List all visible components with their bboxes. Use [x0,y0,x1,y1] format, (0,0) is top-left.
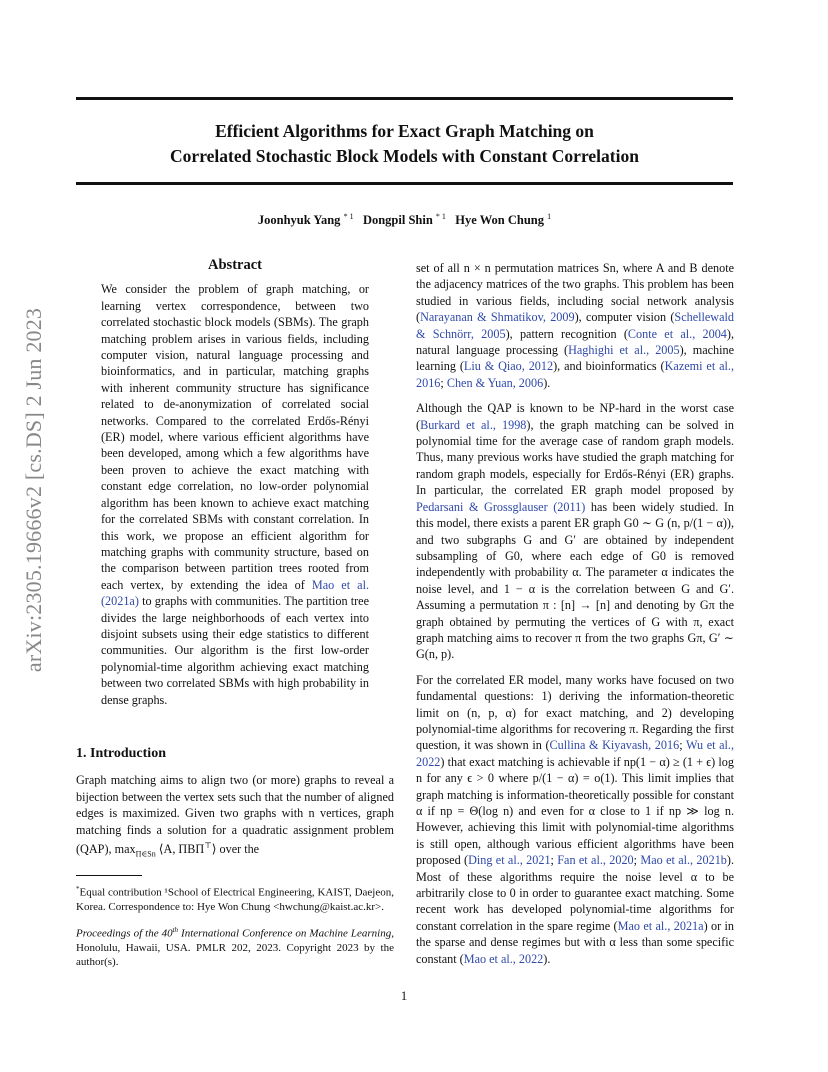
body-paragraph-3 [416,672,734,967]
body-text: ), the graph matching can be solved in polynomial time for the average case of random graph models. Thus, many previous works have studied the graph matching for random graph models, especially for Erdős-Rényi (ER) graphs. In particular, the correlated ER graph model proposed by [416,417,735,498]
body-text: ; [633,853,641,868]
citation-link[interactable]: Cullina & Kiyavash, 2016 [549,738,680,753]
section-heading: 1. Introduction [76,745,166,761]
citation-link[interactable]: Conte et al., 2004 [627,326,727,341]
body-text: ; [440,375,447,390]
body-text: ), computer vision ( [574,310,675,325]
body-text: ), and bioinformatics ( [553,359,665,374]
footnote-text: Equal contribution ¹School of Electrical Engineering, KAIST, Daejeon, Korea. Correspondence to: Hye Won Chung <hwchung@kaist.ac.kr>. [76,886,394,914]
proceedings-italic: Proceedings of the 40 [76,927,173,940]
top-rule [76,97,733,100]
body-text: Although the QAP is known to be NP-hard in the worst case ( [416,401,734,432]
abstract-text: We consider the problem of graph matching, or learning vertex correspondence, between two correlated stochastic block models (SBMs). The graph matching problem arises in various fields, including computer vision, natural language processing and bioinformatics, and in particular, matching graphs with inherent community structure has significance related to de-anonymization of correlated social networks. Compared to the correlated Erdős-Rényi (ER) model, where various efficient algorithms have been developed, among which a few algorithms have been proven to achieve the exact matching with constant edge correlation, no low-order polynomial algorithm has been known to achieve exact matching for the correlated SBMs with constant correlation. In this work, we propose an efficient algorithm for matching graphs with community structure, based on the comparison between partition trees rooted from each vertex, by extending the idea of [101,282,369,592]
body-text: ), pattern recognition ( [505,326,628,341]
author-list [76,212,733,228]
body-text: set of all n × n permutation matrices Sn, where A and B denote the adjacency matrices of the two graphs. This problem has been studied in various fields, including social network analysis ( [416,261,734,325]
citation-link[interactable]: Chen & Yuan, 2006 [446,375,544,390]
body-text: ). Most of these algorithms require the noise level α to be arbitrarily close to 0 in order to guarantee exact matching. Some recent work has developed polynomial-time algorithms for constant correlation in the spare regime ( [416,853,735,933]
footnote [76,882,394,915]
citation-link[interactable]: Kazemi et al., 2016 [416,359,734,390]
author-name: Hye Won Chung [455,213,544,228]
body-text: For the correlated ER model, many works have focused on two fundamental questions: 1) deriving the information-theoretic limit on (n, p, α) for exact matching, and 2) developing polynomial-time algorithms for recovering π. Regarding the first question, it was shown in ( [416,672,734,753]
citation-link[interactable]: Schellewald & Schnörr, 2005 [416,310,734,341]
author-name: Dongpil Shin [362,213,433,228]
page-number: 1 [400,989,408,1003]
math-expression: ⟨A, ΠBΠ [158,842,205,857]
right-column [416,260,734,976]
citation-link[interactable]: Ding et al., 2021 [468,853,551,868]
intro-text: Graph matching aims to align two (or more) graphs to reveal a bijection between the vertex sets such that the number of aligned edges is maximized. Given two graphs with n vertices, graph matching finds a solution for a quadratic assignment problem (QAP), max [76,773,394,857]
arxiv-stamp [15,297,53,682]
footnote-rule [76,875,142,876]
body-paragraph-1 [416,260,734,391]
citation-link[interactable]: Narayanan & Shmatikov, 2009 [420,310,575,325]
proceedings-tail: , Honolulu, Hawaii, USA. PMLR 202, 2023. Copyright 2023 by the author(s). [76,927,394,969]
title-line-2: Correlated Stochastic Block Models with Constant Correlation [170,146,639,166]
body-paragraph-2 [416,400,734,663]
abstract-heading: Abstract [208,257,262,273]
math-superscript: ⊤ [204,841,212,850]
citation-link[interactable]: Mao et al., 2021a [617,918,704,933]
citation-link[interactable]: Mao et al., 2022 [463,951,544,966]
citation-link[interactable]: Mao et al., 2021b [640,853,727,868]
arxiv-stamp-text: arXiv:2305.19666v2 [cs.DS] 2 Jun 2023 [21,307,46,672]
citation-link[interactable]: Burkard et al., 1998 [420,417,527,432]
math-subscript: Π∈Sn [135,849,156,859]
body-text: ; [550,853,558,868]
proceedings-sup: th [172,925,179,934]
author-name: Joonhyuk Yang [257,213,341,228]
author-marks: * 1 [343,212,354,221]
author-marks: 1 [547,212,552,221]
citation-link[interactable]: Fan et al., 2020 [557,853,634,868]
body-text: ) that exact matching is achievable if np(1 − α) ≥ (1 + ϵ) log n for any ϵ > 0 where p/(1 − α) = o(1). This limit implies that graph matching is information-theoretically possible for constant α if np = Θ(log n) and even for α close to 1 if np ≫ log n. However, achieving this limit with polynomial-time algorithms is still open, although various efficient algorithms have been proposed ( [416,754,734,868]
proceedings-italic-2: International Conference on Machine Learning [178,927,392,940]
body-text: ), natural language processing ( [416,326,735,358]
paper-title [76,119,733,169]
intro-paragraph [76,772,394,863]
left-column [76,257,394,970]
body-text: ) or in the sparse and dense regimes but with α less than some specific constant ( [416,918,734,966]
title-line-1: Efficient Algorithms for Exact Graph Matching on [215,121,594,141]
citation-link[interactable]: Pedarsani & Grossglauser (2011) [416,499,586,514]
author-marks: * 1 [435,212,446,221]
abstract-text-end: to graphs with communities. The partition tree divides the large neighborhoods of each vertex into disjoint subsets using their edge statistics to different communities. Our algorithm is the first low-order polynomial-time algorithm achieving exact matching between two correlated SBMs with high probability in dense graphs. [101,594,370,707]
citation-link[interactable]: Mao et al. (2021a) [101,577,370,609]
bottom-rule [76,182,733,185]
body-text: ). [543,951,551,966]
proceedings-note [76,923,394,970]
body-text: has been widely studied. In this model, there exists a parent ER graph G0 ∼ G (n, p/(1 − α)), and two subgraphs G and G′ are obtained by independent subsampling of G0, where each edge of G0 is removed independently with probability α. The parameter α indicates the noise level, and 1 − α is the correlation between G and G′. Assuming a permutation π : [n] → [n] and denoting by Gπ the graph obtained by permuting the vertices of G with π, exact graph matching aims to recover π from the two graphs Gπ, G′ ∼ G(n, p). [416,499,734,662]
body-text: ; [679,738,686,753]
citation-link[interactable]: Liu & Qiao, 2012 [463,359,554,374]
intro-text-end: ⟩ over the [211,842,260,857]
citation-link[interactable]: Haghighi et al., 2005 [568,343,680,358]
citation-link[interactable]: Wu et al., 2022 [416,738,734,769]
body-text: ), machine learning ( [416,343,735,374]
footnote-mark: * [76,884,80,893]
abstract-body [101,281,369,708]
body-text: ). [543,375,551,390]
